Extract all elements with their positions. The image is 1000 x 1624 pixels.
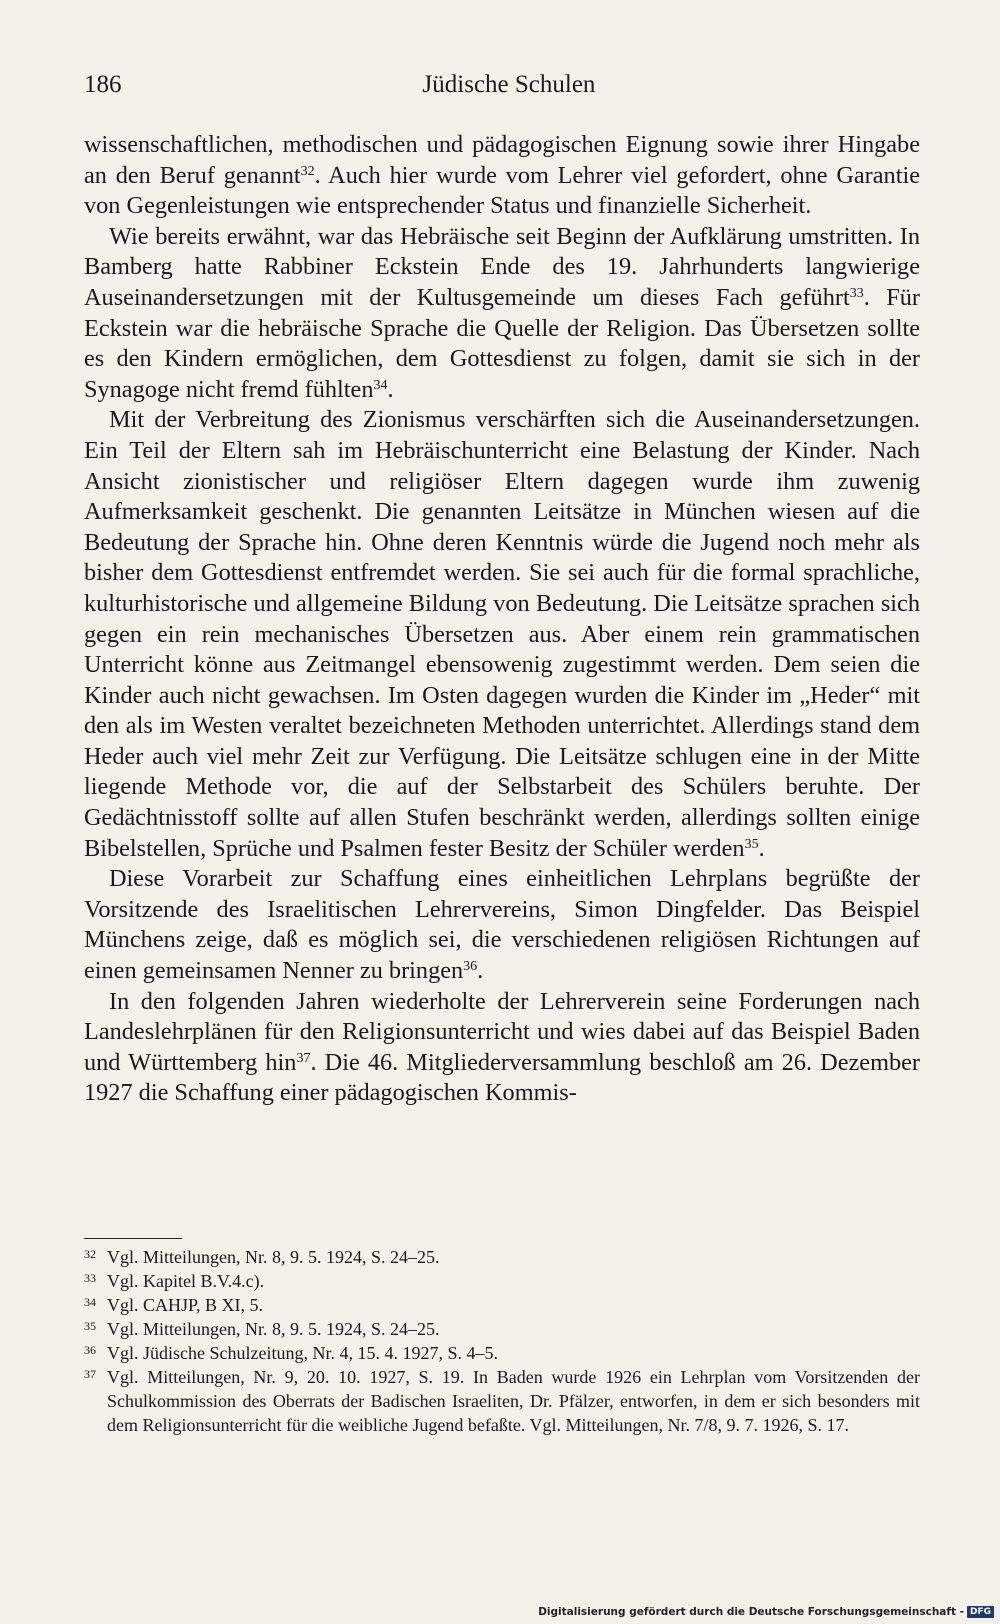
text-run: . xyxy=(477,957,484,985)
body-text xyxy=(84,130,920,1109)
footnote-number: 35 xyxy=(84,1319,96,1333)
text-run: . Die 46. Mitgliederversammlung beschloß am 26. Dezember 1927 die Schaffung einer pädagogischen Kommis- xyxy=(84,1048,921,1107)
page-number: 186 xyxy=(84,71,122,98)
footnote-number: 36 xyxy=(84,1343,96,1357)
text-run: Mit der Verbreitung des Zionismus verschärften sich die Auseinandersetzungen. Ein Teil der Eltern sah im Hebräischunterricht eine Belastung der Kinder. Nach Ansicht zionistischer und religiöser Eltern dagegen wurde ihm zuwenig Aufmerksamkeit geschenkt. Die genannten Leitsätze in München wiesen auf die Bedeutung der Sprache hin. Ohne deren Kenntnis würde die Jugend noch mehr als bisher dem Gottesdienst entfremdet werden. Sie sei auch für die formal sprachliche, kulturhistorische und allgemeine Bildung von Bedeutung. Die Leitsätze sprachen sich gegen ein rein mechanisches Übersetzen aus. Aber einem rein grammatischen Unterricht könne aus Zeitmangel ebensowenig zugestimmt werden. Dem seien die Kinder auch nicht gewachsen. Im Osten dagegen wurden die Kinder im „Heder“ mit den als im Westen veraltet bezeichneten Methoden unterrichtet. Allerdings stand dem Heder auch viel mehr Zeit zur Verfügung. Die Leitsätze schlugen eine in der Mitte liegende Methode vor, die auf der Selbstarbeit des Schülers beruhte. Der Gedächtnisstoff sollte auf allen Stufen beschränkt werden, allerdings sollten einige Bibelstellen, Sprüche und Psalmen fester Besitz der Schüler werden xyxy=(84,406,920,862)
text-run: . Für Eckstein war die hebräische Sprache die Quelle der Religion. Das Übersetzen sollte es den Kindern ermöglichen, dem Gottesdienst zu folgen, damit sie sich in der Synagoge nicht fremd fühlten xyxy=(84,283,920,403)
footnote-text: Vgl. Mitteilungen, Nr. 8, 9. 5. 1924, S. 24–25. xyxy=(107,1319,440,1339)
footnote-text: Vgl. Mitteilungen, Nr. 8, 9. 5. 1924, S. 24–25. xyxy=(107,1247,440,1267)
footer-text: Digitalisierung gefördert durch die Deutsche Forschungsgemeinschaft - xyxy=(538,1606,964,1618)
body-paragraph xyxy=(84,987,920,1109)
footnote-text: Vgl. CAHJP, B XI, 5. xyxy=(107,1295,264,1315)
text-run: . xyxy=(387,375,394,403)
footnote-text: Vgl. Jüdische Schulzeitung, Nr. 4, 15. 4. 1927, S. 4–5. xyxy=(107,1343,498,1363)
page-header xyxy=(84,70,934,100)
text-run: . xyxy=(758,834,765,862)
footnote-reference: 34 xyxy=(373,377,388,393)
digitization-footer xyxy=(538,1606,994,1618)
footnote-text: Vgl. Kapitel B.V.4.c). xyxy=(107,1271,265,1291)
text-run: In den folgenden Jahren wiederholte der Lehrerverein seine Forderungen nach Landeslehrplänen für den Religionsunterricht und wies dabei auf das Beispiel Baden und Württemberg hin xyxy=(84,987,920,1076)
footnote-reference: 32 xyxy=(300,163,315,179)
dfg-logo: DFG xyxy=(967,1606,994,1618)
text-run: Wie bereits erwähnt, war das Hebräische seit Beginn der Aufklärung umstritten. In Bamberg hatte Rabbiner Eckstein Ende des 19. Jahrhunderts langwierige Auseinandersetzungen mit der Kultusgemeinde um dieses Fach geführt xyxy=(84,222,920,311)
body-paragraph xyxy=(84,130,920,222)
text-run: wissenschaftlichen, methodischen und pädagogischen Eignung sowie ihrer Hingabe an den Beruf genannt xyxy=(84,131,920,189)
footnote-reference: 36 xyxy=(463,959,478,975)
body-paragraph xyxy=(84,864,920,986)
footnote xyxy=(84,1341,920,1365)
footnote-reference: 35 xyxy=(744,836,759,852)
text-run: . Auch hier wurde vom Lehrer viel gefordert, ohne Garantie von Gegenleistungen wie entsprechender Status und finanzielle Sicherheit. xyxy=(84,161,920,220)
footnote xyxy=(84,1365,920,1437)
running-title: Jüdische Schulen xyxy=(422,71,596,98)
text-run: Diese Vorarbeit zur Schaffung eines einheitlichen Lehrplans begrüßte der Vorsitzende des Israelitischen Lehrervereins, Simon Dingfelder. Das Beispiel Münchens zeige, daß es möglich sei, die verschiedenen religiösen Richtungen auf einen gemeinsamen Nenner zu bringen xyxy=(84,865,920,985)
footnote xyxy=(84,1245,920,1269)
footnote xyxy=(84,1269,920,1293)
footnote-number: 34 xyxy=(84,1295,96,1309)
footnote-rule xyxy=(84,1238,182,1239)
footnote-number: 32 xyxy=(84,1247,96,1261)
body-paragraph xyxy=(84,405,920,864)
footnote-number: 37 xyxy=(84,1367,96,1381)
footnote-reference: 33 xyxy=(849,285,864,301)
body-paragraph xyxy=(84,222,920,406)
footnotes xyxy=(84,1245,920,1437)
footnote-number: 33 xyxy=(84,1271,96,1285)
footnote-text: Vgl. Mitteilungen, Nr. 9, 20. 10. 1927, S. 19. In Baden wurde 1926 ein Lehrplan vom Vorsitzenden der Schulkommission des Oberrats der Badischen Israeliten, Dr. Pfälzer, entworfen, in dem er sich besonders mit dem Religionsunterricht für die weibliche Jugend befaßte. Vgl. Mitteilungen, Nr. 7/8, 9. 7. 1926, S. 17. xyxy=(107,1367,920,1435)
footnote-reference: 37 xyxy=(296,1050,311,1066)
footnote xyxy=(84,1293,920,1317)
footnote xyxy=(84,1317,920,1341)
